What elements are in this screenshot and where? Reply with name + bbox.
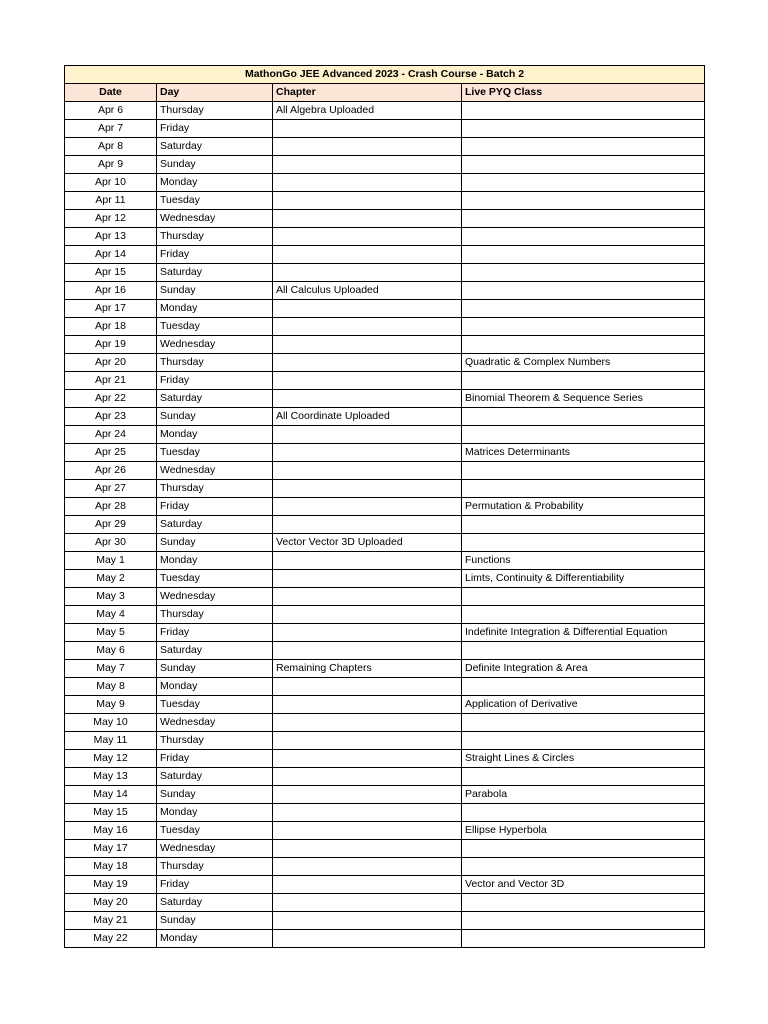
schedule-table [64,65,705,948]
day-cell: Thursday [157,858,273,876]
date-cell: Apr 10 [65,174,157,192]
day-cell: Wednesday [157,462,273,480]
table-row [65,876,705,894]
date-cell: Apr 29 [65,516,157,534]
table-row [65,408,705,426]
live-pyq-cell [462,642,705,660]
day-cell: Saturday [157,138,273,156]
live-pyq-cell [462,264,705,282]
day-cell: Friday [157,498,273,516]
table-row [65,768,705,786]
date-cell: May 2 [65,570,157,588]
live-pyq-cell [462,192,705,210]
date-cell: Apr 27 [65,480,157,498]
chapter-cell: All Coordinate Uploaded [273,408,462,426]
live-pyq-cell [462,804,705,822]
live-pyq-cell: Ellipse Hyperbola [462,822,705,840]
day-cell: Tuesday [157,192,273,210]
table-row [65,714,705,732]
live-pyq-cell [462,408,705,426]
date-cell: May 10 [65,714,157,732]
title-row [65,66,705,84]
chapter-cell [273,732,462,750]
date-cell: Apr 15 [65,264,157,282]
live-pyq-cell [462,930,705,948]
chapter-cell [273,822,462,840]
chapter-cell: Remaining Chapters [273,660,462,678]
chapter-cell [273,840,462,858]
live-pyq-cell [462,516,705,534]
day-cell: Saturday [157,642,273,660]
chapter-cell [273,444,462,462]
day-cell: Thursday [157,228,273,246]
date-cell: Apr 25 [65,444,157,462]
day-cell: Monday [157,804,273,822]
live-pyq-cell: Parabola [462,786,705,804]
live-pyq-cell [462,606,705,624]
day-cell: Monday [157,426,273,444]
table-row [65,516,705,534]
date-cell: Apr 19 [65,336,157,354]
table-row [65,480,705,498]
day-cell: Wednesday [157,210,273,228]
chapter-cell [273,498,462,516]
table-row [65,102,705,120]
chapter-cell [273,318,462,336]
table-row [65,732,705,750]
day-cell: Thursday [157,102,273,120]
date-cell: Apr 20 [65,354,157,372]
day-cell: Monday [157,174,273,192]
chapter-cell [273,624,462,642]
live-pyq-cell: Straight Lines & Circles [462,750,705,768]
chapter-cell [273,678,462,696]
date-cell: May 7 [65,660,157,678]
table-row [65,894,705,912]
day-cell: Sunday [157,786,273,804]
day-cell: Monday [157,552,273,570]
chapter-cell [273,300,462,318]
chapter-cell [273,264,462,282]
day-cell: Thursday [157,732,273,750]
date-cell: Apr 9 [65,156,157,174]
day-cell: Sunday [157,660,273,678]
day-cell: Monday [157,300,273,318]
date-cell: May 20 [65,894,157,912]
date-cell: May 9 [65,696,157,714]
live-pyq-cell: Indefinite Integration & Differential Equation [462,624,705,642]
chapter-cell: All Calculus Uploaded [273,282,462,300]
table-row [65,444,705,462]
date-cell: Apr 12 [65,210,157,228]
date-cell: Apr 13 [65,228,157,246]
table-row [65,120,705,138]
chapter-cell [273,642,462,660]
date-cell: May 4 [65,606,157,624]
date-cell: May 21 [65,912,157,930]
day-cell: Tuesday [157,696,273,714]
table-row [65,696,705,714]
date-cell: May 5 [65,624,157,642]
chapter-cell [273,786,462,804]
live-pyq-cell: Limts, Continuity & Differentiability [462,570,705,588]
sheet-title: MathonGo JEE Advanced 2023 - Crash Course - Batch 2 [65,66,705,84]
day-cell: Saturday [157,768,273,786]
table-row [65,336,705,354]
table-row [65,912,705,930]
live-pyq-cell [462,858,705,876]
day-cell: Saturday [157,894,273,912]
chapter-cell [273,156,462,174]
table-row [65,228,705,246]
day-cell: Thursday [157,354,273,372]
table-row [65,390,705,408]
table-row [65,786,705,804]
day-cell: Saturday [157,264,273,282]
table-row [65,930,705,948]
chapter-cell [273,174,462,192]
live-pyq-cell: Application of Derivative [462,696,705,714]
live-pyq-cell [462,840,705,858]
table-row [65,858,705,876]
table-row [65,264,705,282]
table-row [65,678,705,696]
chapter-cell [273,372,462,390]
live-pyq-cell [462,426,705,444]
date-cell: Apr 26 [65,462,157,480]
date-cell: May 22 [65,930,157,948]
live-pyq-cell [462,462,705,480]
date-cell: Apr 24 [65,426,157,444]
date-cell: Apr 23 [65,408,157,426]
date-cell: May 6 [65,642,157,660]
table-row [65,588,705,606]
date-cell: Apr 18 [65,318,157,336]
chapter-cell [273,426,462,444]
table-row [65,246,705,264]
day-cell: Sunday [157,408,273,426]
date-cell: May 12 [65,750,157,768]
live-pyq-cell: Permutation & Probability [462,498,705,516]
date-cell: Apr 30 [65,534,157,552]
chapter-cell [273,894,462,912]
chapter-cell [273,912,462,930]
live-pyq-cell [462,534,705,552]
date-cell: Apr 11 [65,192,157,210]
header-date: Date [65,84,157,102]
chapter-cell [273,552,462,570]
day-cell: Tuesday [157,444,273,462]
chapter-cell [273,336,462,354]
live-pyq-cell: Matrices Determinants [462,444,705,462]
chapter-cell [273,480,462,498]
date-cell: Apr 22 [65,390,157,408]
date-cell: May 1 [65,552,157,570]
chapter-cell [273,192,462,210]
live-pyq-cell: Vector and Vector 3D [462,876,705,894]
date-cell: May 16 [65,822,157,840]
table-row [65,372,705,390]
header-day: Day [157,84,273,102]
day-cell: Sunday [157,282,273,300]
date-cell: Apr 6 [65,102,157,120]
date-cell: May 18 [65,858,157,876]
live-pyq-cell [462,732,705,750]
date-cell: May 15 [65,804,157,822]
day-cell: Friday [157,246,273,264]
chapter-cell: All Algebra Uploaded [273,102,462,120]
chapter-cell [273,462,462,480]
live-pyq-cell [462,246,705,264]
header-row [65,84,705,102]
chapter-cell [273,930,462,948]
header-chapter: Chapter [273,84,462,102]
date-cell: May 11 [65,732,157,750]
live-pyq-cell [462,228,705,246]
day-cell: Saturday [157,390,273,408]
live-pyq-cell: Functions [462,552,705,570]
day-cell: Friday [157,372,273,390]
day-cell: Friday [157,750,273,768]
live-pyq-cell [462,894,705,912]
chapter-cell [273,606,462,624]
live-pyq-cell [462,174,705,192]
day-cell: Monday [157,930,273,948]
table-row [65,660,705,678]
live-pyq-cell [462,336,705,354]
day-cell: Wednesday [157,840,273,858]
day-cell: Wednesday [157,336,273,354]
live-pyq-cell [462,480,705,498]
chapter-cell [273,696,462,714]
chapter-cell [273,876,462,894]
live-pyq-cell [462,588,705,606]
date-cell: May 8 [65,678,157,696]
day-cell: Wednesday [157,714,273,732]
chapter-cell [273,210,462,228]
chapter-cell [273,714,462,732]
date-cell: Apr 17 [65,300,157,318]
table-row [65,138,705,156]
table-row [65,318,705,336]
day-cell: Sunday [157,156,273,174]
live-pyq-cell [462,102,705,120]
date-cell: May 13 [65,768,157,786]
live-pyq-cell [462,912,705,930]
table-row [65,624,705,642]
table-row [65,822,705,840]
day-cell: Sunday [157,912,273,930]
chapter-cell [273,246,462,264]
table-row [65,210,705,228]
date-cell: Apr 16 [65,282,157,300]
day-cell: Tuesday [157,318,273,336]
chapter-cell [273,390,462,408]
live-pyq-cell [462,714,705,732]
day-cell: Sunday [157,534,273,552]
table-row [65,426,705,444]
table-row [65,156,705,174]
day-cell: Saturday [157,516,273,534]
header-live-pyq-class: Live PYQ Class [462,84,705,102]
chapter-cell [273,138,462,156]
table-row [65,174,705,192]
chapter-cell [273,588,462,606]
live-pyq-cell [462,678,705,696]
date-cell: Apr 28 [65,498,157,516]
chapter-cell [273,570,462,588]
table-row [65,498,705,516]
day-cell: Thursday [157,480,273,498]
date-cell: May 19 [65,876,157,894]
date-cell: Apr 14 [65,246,157,264]
date-cell: May 3 [65,588,157,606]
day-cell: Tuesday [157,822,273,840]
chapter-cell [273,750,462,768]
live-pyq-cell: Definite Integration & Area [462,660,705,678]
table-row [65,570,705,588]
live-pyq-cell [462,282,705,300]
live-pyq-cell [462,300,705,318]
table-row [65,840,705,858]
day-cell: Wednesday [157,588,273,606]
live-pyq-cell [462,768,705,786]
table-row [65,642,705,660]
date-cell: May 14 [65,786,157,804]
chapter-cell: Vector Vector 3D Uploaded [273,534,462,552]
live-pyq-cell [462,210,705,228]
chapter-cell [273,768,462,786]
live-pyq-cell: Binomial Theorem & Sequence Series [462,390,705,408]
date-cell: Apr 21 [65,372,157,390]
day-cell: Tuesday [157,570,273,588]
table-row [65,552,705,570]
chapter-cell [273,228,462,246]
live-pyq-cell: Quadratic & Complex Numbers [462,354,705,372]
table-row [65,534,705,552]
live-pyq-cell [462,156,705,174]
table-row [65,750,705,768]
chapter-cell [273,354,462,372]
live-pyq-cell [462,372,705,390]
date-cell: Apr 8 [65,138,157,156]
chapter-cell [273,804,462,822]
day-cell: Friday [157,120,273,138]
live-pyq-cell [462,120,705,138]
day-cell: Thursday [157,606,273,624]
live-pyq-cell [462,138,705,156]
day-cell: Friday [157,876,273,894]
chapter-cell [273,858,462,876]
date-cell: Apr 7 [65,120,157,138]
table-row [65,192,705,210]
table-row [65,282,705,300]
table-row [65,606,705,624]
table-row [65,300,705,318]
date-cell: May 17 [65,840,157,858]
schedule-body [65,102,705,948]
table-row [65,462,705,480]
table-row [65,354,705,372]
live-pyq-cell [462,318,705,336]
chapter-cell [273,516,462,534]
chapter-cell [273,120,462,138]
table-row [65,804,705,822]
day-cell: Friday [157,624,273,642]
day-cell: Monday [157,678,273,696]
